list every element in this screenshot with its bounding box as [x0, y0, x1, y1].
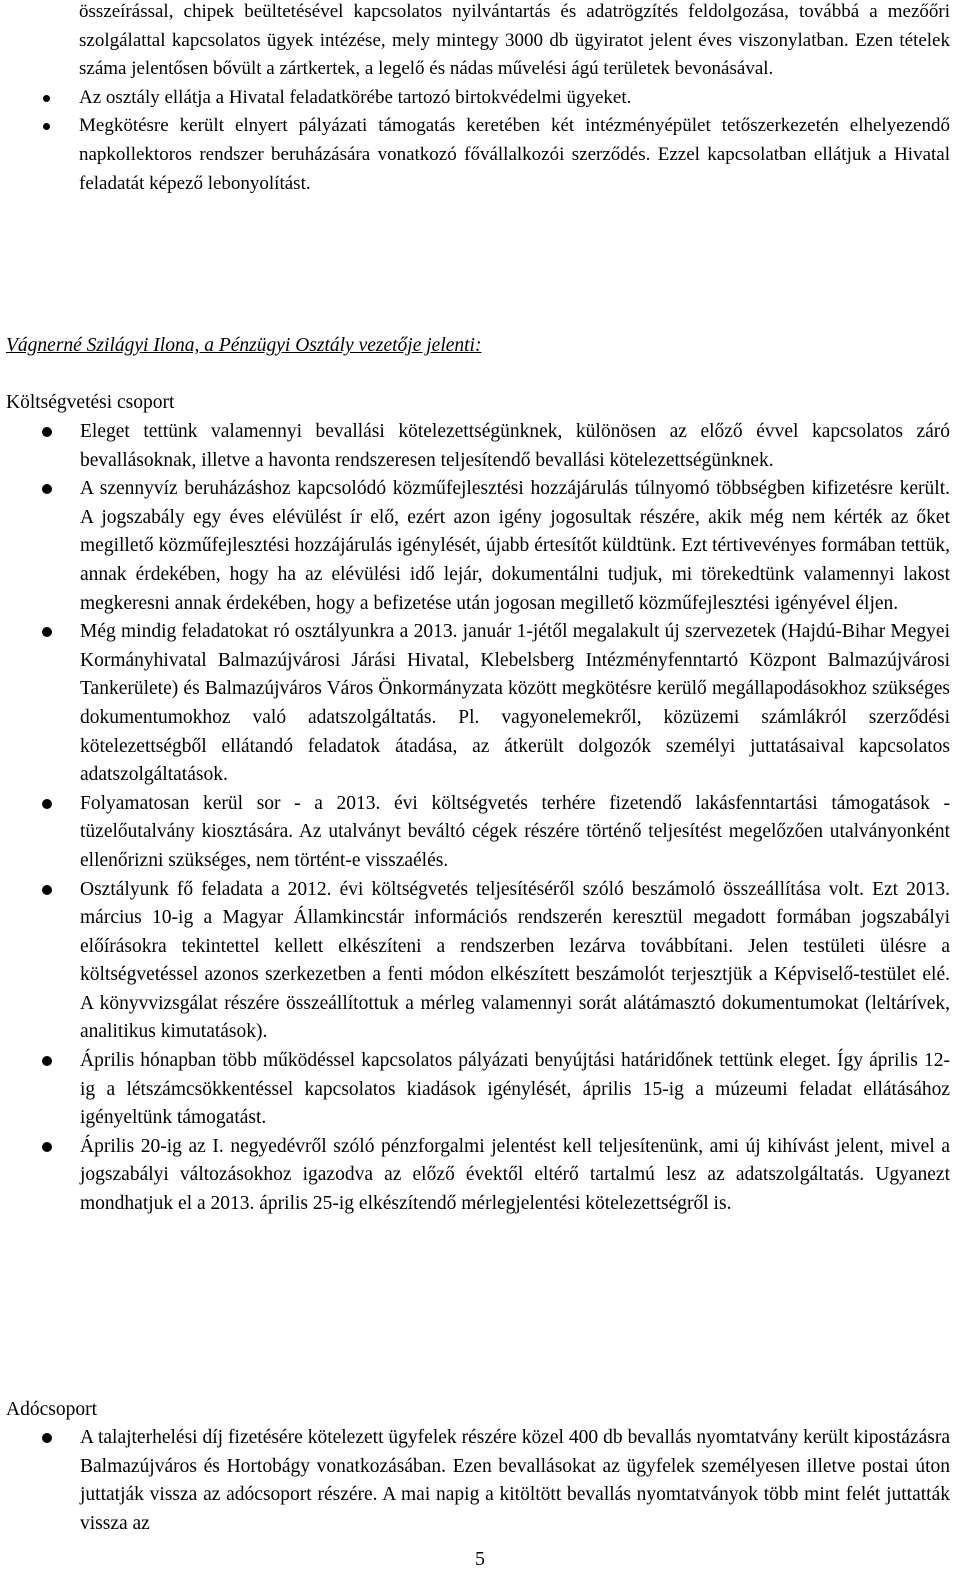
list-item-text: Osztályunk fő feladata a 2012. évi költségvetés teljesítéséről szóló beszámoló összeállítása volt. Ezt 2013. március 10-ig a Magyar Államkincstár információs rendszerén keresztül megadott formában jogszabályi előírásokra tekintettel kellett elkészíteni a rendszerben lezárva továbbítani. Jelen testületi ülésre a költségvetéssel azonos szerkezetben a fenti módon elkészített beszámolót terjesztjük a Képviselő-testület elé. A könyvvizsgálat részére összeállítottuk a mérleg valamennyi sorát alátámasztó dokumentumokat (leltárívek, analitikus kimutatások).: [80, 878, 950, 1043]
tax-bullet-list: [6, 1424, 950, 1538]
bullet-icon: [42, 885, 52, 895]
list-item-text: Megkötésre került elnyert pályázati támogatás keretében két intézményépület tetőszerkezetén elhelyezendő napkollektoros rendszer beruházására vonatkozó fővállalkozói szerződés. Ezzel kapcsolatban ellátjuk a Hivatal feladatát képező lebonyolítást.: [79, 115, 950, 194]
list-item: [6, 475, 950, 618]
list-item-text: Április hónapban több működéssel kapcsolatos pályázati benyújtási határidőnek tettünk eleget. Így április 12-ig a létszámcsökkentéssel kapcsolatos kiadások igénylését, április 15-ig a múzeumi feladat ellátásához igényeltünk támogatást.: [80, 1050, 950, 1129]
list-item: [6, 876, 950, 1048]
list-item-text: Április 20-ig az I. negyedévről szóló pénzforgalmi jelentést kell teljesítenünk, ami új kihívást jelent, mivel a jogszabályi változásokhoz igazodva az előző évektől eltérő tartalmú lesz az adatszolgáltatás. Ugyanezt mondhatjuk el a 2013. április 25-ig elkészítendő mérlegjelentési kötelezettségről is.: [80, 1135, 950, 1215]
budget-group-title: Költségvetési csoport: [6, 392, 175, 413]
budget-section: [6, 418, 950, 1219]
list-item: [6, 618, 950, 790]
bullet-icon: [42, 799, 52, 809]
bullet-icon: [42, 427, 52, 437]
top-section: [6, 0, 950, 198]
list-item: [6, 1424, 950, 1538]
list-item: [6, 84, 950, 113]
list-item-text: összeírással, chipek beültetésével kapcsolatos nyilvántartás és adatrögzítés feldolgozása, továbbá a mezőőri szolgálattal kapcsolatos ügyek intézése, mely mintegy 3000 db ügyiratot jelent éves viszonylatban. Ezen tételek száma jelentősen bővült a zártkertek, a legelő és nádas művelési ágú területek bevonásával.: [79, 1, 950, 80]
bullet-icon: [42, 627, 52, 637]
list-item-text: A szennyvíz beruházáshoz kapcsolódó közműfejlesztési hozzájárulás túlnyomó többségben kifizetésre került. A jogszabály egy éves elévülést ír elő, ezért azon igény jogosultak részére, akik még nem kérték az őket megillető közműfejlesztési hozzájárulás igénylését, újabb értesítőt küldtünk. Ezt tértivevényes formában tettük, annak érdekében, hogy ha az elévülési idő lejár, dokumentálni tudjuk, mi törekedtünk valamennyi lakost megkeresni annak érdekében, hogy a befizetése után jogosan megillető közműfejlesztési igényével éljen.: [80, 478, 950, 614]
list-item: [6, 112, 950, 198]
list-item: [6, 1047, 950, 1133]
list-item-text: Az osztály ellátja a Hivatal feladatkörébe tartozó birtokvédelmi ügyeket.: [79, 86, 632, 108]
top-bullet-list: [6, 0, 950, 198]
list-item-text: Még mindig feladatokat ró osztályunkra a 2013. január 1-jétől megalakult új szervezetek (Hajdú-Bihar Megyei Kormányhivatal Balmazújvárosi Járási Hivatal, Klebelsberg Intézményfenntartó Központ Balmazújvárosi Tankerülete) és Balmazújváros Város Önkormányzata között megkötésre kerülő megállapodásokhoz szükséges dokumentumokhoz való adatszolgáltatás. Pl. vagyonelemekről, közüzemi számlákról szerződési kötelezettségből ellátandó feladatok átadása, az átkerült dolgozók személyi juttatásaival kapcsolatos adatszolgáltatások.: [80, 621, 950, 786]
bullet-icon: [43, 123, 50, 130]
report-heading: Vágnerné Szilágyi Ilona, a Pénzügyi Osztály vezetője jelenti:: [6, 335, 482, 356]
budget-bullet-list: [6, 418, 950, 1219]
bullet-icon: [42, 1433, 52, 1443]
list-item: [6, 790, 950, 876]
list-item: [6, 0, 950, 84]
list-item-text: Eleget tettünk valamennyi bevallási kötelezettségünknek, különösen az előző évvel kapcsolatos záró bevallásoknak, illetve a havonta rendszeresen teljesítendő bevallási kötelezettségünknek.: [80, 421, 950, 471]
page-number: 5: [475, 1548, 485, 1570]
bullet-icon: [42, 1056, 52, 1066]
list-item: [6, 1133, 950, 1219]
tax-section: [6, 1424, 950, 1538]
bullet-icon: [43, 95, 50, 102]
list-item-text: Folyamatosan kerül sor - a 2013. évi költségvetés terhére fizetendő lakásfenntartási támogatások - tüzelőutalvány kiosztására. Az utalványt beváltó cégek részére történő teljesítést megelőzően utalványonként ellenőrizni szükséges, nem történt-e visszaélés.: [80, 792, 950, 871]
list-item: [6, 418, 950, 475]
bullet-icon: [42, 484, 52, 494]
tax-group-title: Adócsoport: [6, 1399, 97, 1420]
bullet-icon: [42, 1142, 52, 1152]
list-item-text: A talajterhelési díj fizetésére kötelezett ügyfelek részére közel 400 db bevallás nyomtatvány került kipostázásra Balmazújváros és Hortobágy vonatkozásában. Ezen bevallásokat az ügyfelek személyesen illetve postai úton juttatják vissza az adócsoport részére. A mai napig a kitöltött bevallás nyomtatványok több mint felét juttatták vissza az: [80, 1427, 950, 1534]
